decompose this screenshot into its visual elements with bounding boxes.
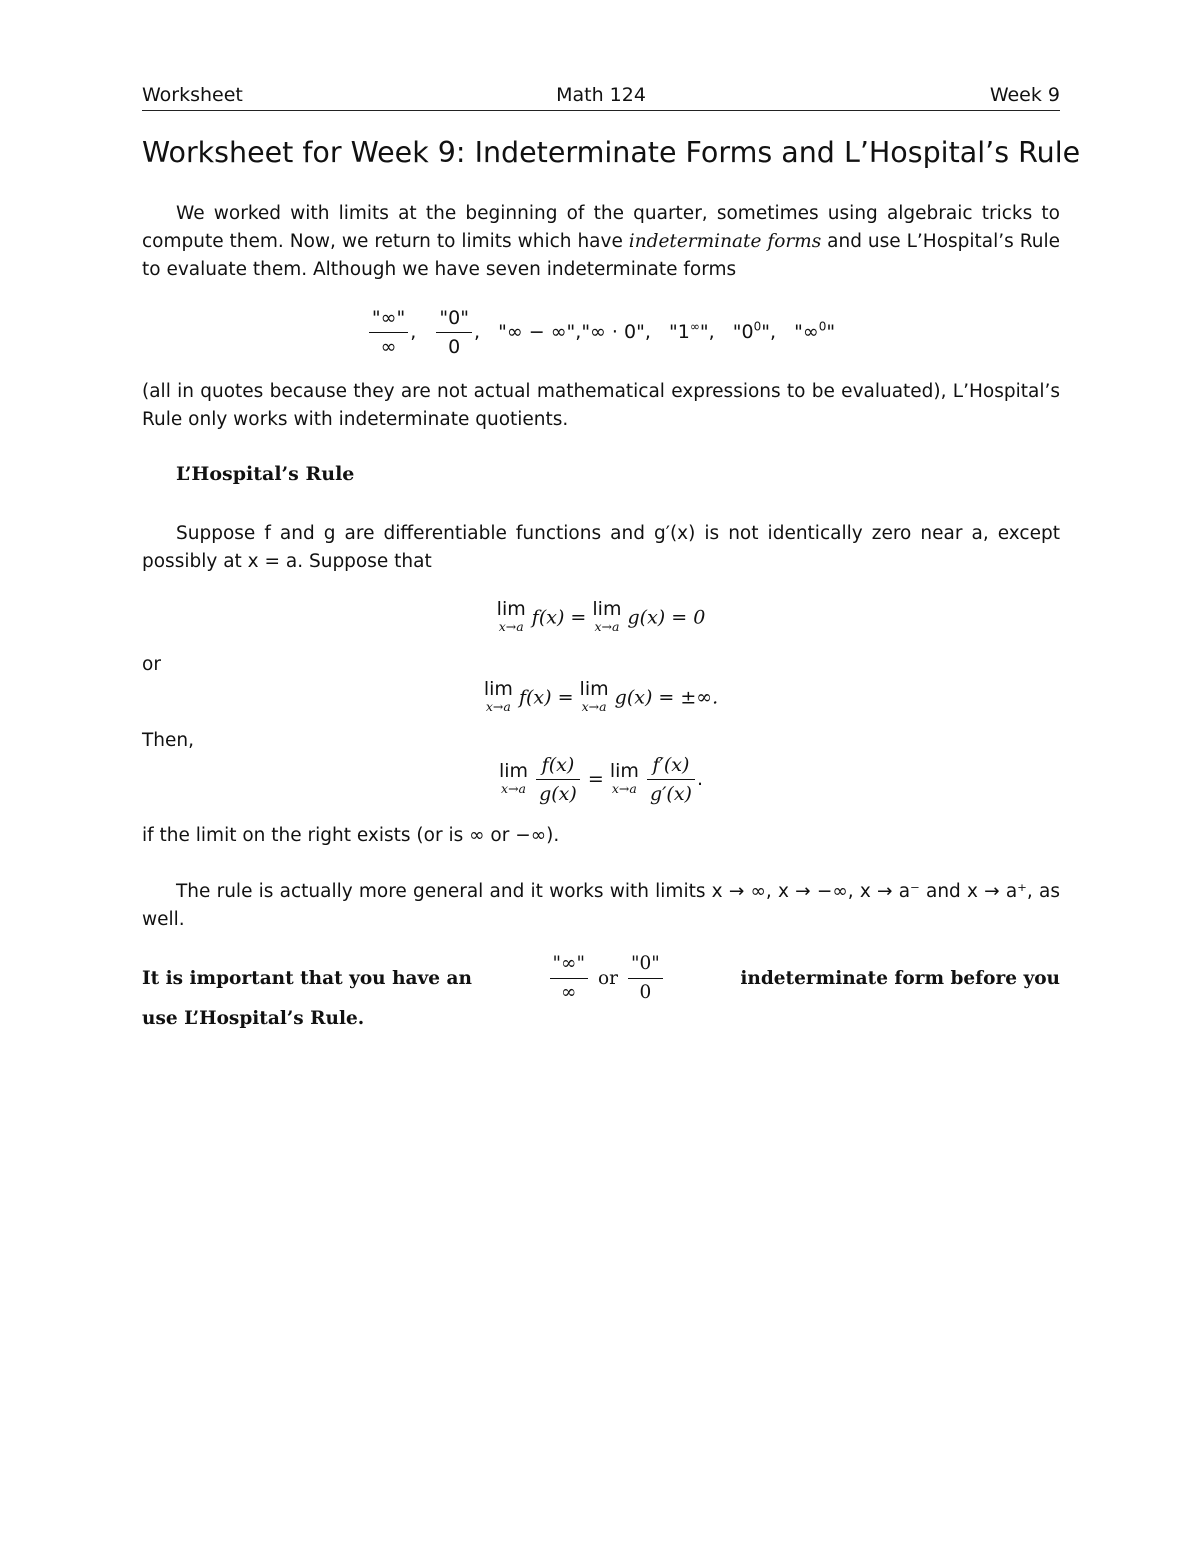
exists-line: if the limit on the right exists (or is ∞ or −∞). [142, 825, 560, 846]
form5-exponent: ∞ [689, 319, 700, 334]
form2-denominator: 0 [448, 336, 461, 358]
form-zero-over-zero [436, 306, 472, 359]
lim-operator [580, 680, 609, 716]
quotient-derivatives-denominator: g′(x) [649, 783, 692, 805]
lim-operator [609, 759, 639, 798]
intro-emphasis: indeterminate forms [628, 231, 822, 252]
important-frac2-denominator: 0 [639, 982, 652, 1003]
form6-end: ", [761, 321, 776, 343]
form7-end: " [826, 321, 836, 343]
form6-base: "0 [732, 321, 754, 343]
rule-heading: L’Hospital’s Rule [176, 463, 355, 485]
important-fractions [548, 952, 665, 1005]
lim-text: lim [483, 678, 513, 700]
eq1-right: g(x) = 0 [627, 606, 706, 629]
lim-text: lim [496, 598, 526, 620]
important-line-2: use L’Hospital’s Rule. [142, 1008, 365, 1029]
eq2-right: g(x) = ±∞. [614, 686, 719, 709]
form-one-to-inf [669, 321, 715, 343]
quotient-fg-numerator: f(x) [536, 753, 580, 780]
form6-exponent: 0 [753, 319, 762, 334]
lim-operator [497, 600, 526, 636]
after-forms-paragraph: (all in quotes because they are not actual mathematical expressions to be evaluated), L’Hospital’s Rule only works with indeterminate quotients. [142, 381, 1060, 430]
important-or: or [597, 967, 618, 989]
form5-end: ", [699, 321, 715, 343]
lim-text: lim [579, 678, 609, 700]
important-part1: It is important that you have an [142, 967, 472, 989]
quotient-derivatives [647, 753, 695, 806]
general-paragraph: The rule is actually more general and it works with limits x → ∞, x → −∞, x → a⁻ and x → a⁺, as well. [142, 881, 1060, 930]
form1-numerator: "∞" [369, 306, 408, 333]
form5-base: "1 [669, 321, 690, 343]
equation-limits-zero [142, 600, 1060, 636]
suppose-paragraph: Suppose f and g are differentiable functions and g′(x) is not identically zero near a, except possibly at x = a. Suppose that [142, 523, 1060, 572]
page-title: Worksheet for Week 9: Indeterminate Forms and L’Hospital’s Rule [142, 136, 1081, 169]
form1-denominator: ∞ [380, 336, 397, 358]
important-frac1-denominator: ∞ [561, 982, 577, 1003]
important-frac-zero [628, 952, 663, 1005]
lim-subscript: x→a [581, 699, 607, 714]
lim-subscript: x→a [498, 619, 524, 634]
form7-exponent: 0 [818, 319, 827, 334]
important-line-1 [142, 952, 1060, 1005]
form-inf-times-zero: "∞ · 0", [581, 321, 651, 343]
lim-text: lim [609, 759, 639, 782]
equation-lhospital [142, 753, 1060, 806]
form-inf-minus-inf: "∞ − ∞", [498, 321, 582, 343]
lim-subscript: x→a [611, 780, 637, 796]
lim-text: lim [592, 598, 622, 620]
lim-text: lim [498, 759, 529, 782]
lim-subscript: x→a [594, 619, 620, 634]
or-text: or [142, 654, 161, 675]
lim-operator [484, 680, 513, 716]
lim-operator [498, 759, 529, 798]
eq2-left: f(x) = [518, 686, 574, 709]
important-frac2-numerator: "0" [628, 952, 663, 979]
intro-part2: and use L’Hospital’s Rule to evaluate them. Although we have seven indeterminate forms [142, 231, 1061, 280]
then-text: Then, [142, 730, 195, 751]
eq1-left: f(x) = [531, 606, 587, 629]
important-note [142, 952, 1060, 1033]
form-inf-over-inf [369, 306, 408, 359]
intro-paragraph [142, 200, 1060, 284]
quotient-derivatives-numerator: f′(x) [647, 753, 695, 780]
form-zero-to-zero [733, 321, 776, 343]
header-right: Week 9 [989, 84, 1060, 106]
equation-period: . [696, 768, 704, 790]
lim-subscript: x→a [485, 699, 511, 714]
form2-numerator: "0" [436, 306, 472, 333]
intro-part1: We worked with limits at the beginning of the quarter, sometimes using algebraic tricks to compute them. Now, we return to limits which have [142, 203, 1060, 252]
equation-limits-infinity [142, 680, 1060, 716]
header-left: Worksheet [142, 84, 243, 106]
quotient-fg-denominator: g(x) [539, 783, 577, 805]
important-part2: indeterminate form before you [740, 967, 1060, 989]
lim-subscript: x→a [501, 780, 526, 796]
page-header [142, 84, 1060, 111]
quotient-fg [536, 753, 580, 806]
lim-operator [592, 600, 621, 636]
form-inf-to-zero [794, 321, 835, 343]
important-frac1-numerator: "∞" [550, 952, 588, 979]
indeterminate-forms-list: $\frac{"\infty"}{\infty}$ , $\frac{"0"}{0}$ , "∞ − ∞","∞ · 0", "1∞", "$0^0$", "∞$^0$" [142, 306, 1060, 359]
equals-sign: = [587, 768, 604, 790]
header-center: Math 124 [556, 84, 646, 106]
important-frac-inf [550, 952, 588, 1005]
form7-base: "∞ [794, 321, 819, 343]
